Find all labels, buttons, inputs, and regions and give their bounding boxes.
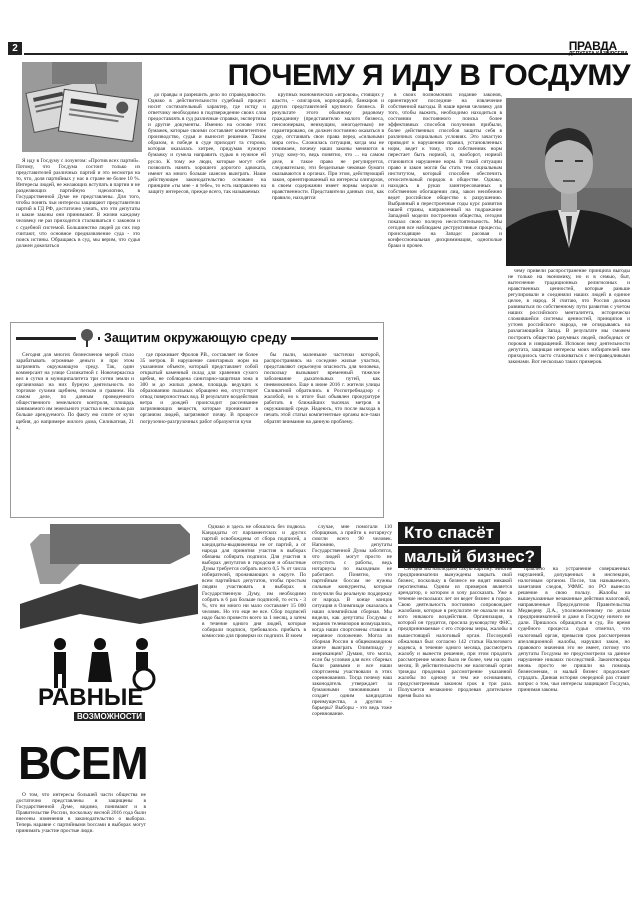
ravnye-text-3: случае, мне помогали 110 сборщиков, а прийти к нотариусу смогли всего 90 человек. Напомню, депутаты Государственной Думы заботятся, что людей могут просто не отпустить с работы, ведь нотариусы по выходным не работают. Понятно, что партийным боссам не нужны сильные конкуренты, которые получили бы реальную поддержку от народа. В конце концов ситуация в Олимпиаде оказалась в наши олимпийская сборная. Мы видели, как депутаты Госдумы с экранов телевизоров возмущались, когда наши спортсмены ставили в неравное положение. Могла ли сборная России в общекомандном зачете выиграть Олимпиаду у американцев? Думаю, что могла, если бы условия для всех сборных были равными и все наши спортсмены участвовали в этих соревнованиях. Тогда почему наш законодатель утверждает за бумажными чиновниками и создает одним кандидатам преимущества, а другим - барьеры? Выборы - это ведь тоже соревнование. — [312, 524, 392, 718]
kto-text-1: Сегодня мы наблюдаем такую картину. Многие предприниматели вынуждены закрыть свой бизнес, поскольку в бизнесе не видят никакой перспективы. Одним из примеров является арендатор, о котором я хочу рассказать. Уже в течение нескольких лет он ведет бизнес в городе. Свою деятельность постоянно сопровождает жалобами, которые в результате не оказали ни на кого никакого воздействия. Организация, в которой он трудится, просила руководству ФНС, предпринимаемые с его стороны меры, жалобы в вышестоящий налоговый орган. Последний обжаловал был согласно 142 статьи Налогового кодекса, в течение одного месяца, рассмотреть жалобу и вынести решение, при этом продлить рассмотрение можно было не более, чем на один месяц. В действительности же налоговый орган трижды продлевал рассмотрение указанной жалобы по одному и тем же основаниям, предусмотренным законом срок в три раза. Получается незаконно продлевая длительное время было на — [398, 566, 512, 699]
ravnye-col-2 — [202, 524, 306, 892]
env-text-2: где проживает Фролов РВ., составляет не более 35 метров. В нарушение санитарных норм на указанном объекте, который представляет собой открытый каменный склад для хранения сухого щебня, не соблюдена санитарно-защитная зона в 300 м до жилых домов, площадь ведущих к образованию пыльных обращено ею, отсутствует отвод поверхностных вод. В результате воздействия ветра и дождей происходит рассеивание загрязняющих веществ, которые проникают в организм людей, загрязняют почву. В процессе погрузочно-разгрузочных работ образуются кучи — [140, 352, 258, 425]
env-section-titlebar — [16, 328, 378, 348]
ravnye-text-1: О том, что интересы большей части общества не достаточно представлены и защищены в Государственной Думе, видимо, понимают и в Правительстве России, поскольку весной 2016 года были внесены изменения в законодательство о выборах. Теперь наравне с партийными boссами в выборах могут принимать участие простые люди. — [16, 792, 146, 835]
env-col-3 — [264, 352, 380, 514]
main-article-text-2: до правды и разрешить дело по справедливости. Однако в действительности судебный процесс носит состязательный характер, где истцу и ответчику необходимо в подтверждение своих слов предоставлять в суд различные справки, экспертизы и другие документы. Именно на основе этих бумажек, которые своими составляет компетентное производство, судья и выносит решение. Таким образом, в победе в суде приходит та сторона, которая оказалась хитрее, придумав нужную бумажку и сумела направить судью в нужное ей русло. К тому же люди, которые могут себе позволить нанять хорошего дорогого адвоката, имеют на много больше шансов выиграть. Наше действующее законодательство основано на принципе «ты мне - я тебе», то есть направлено на защиту интересов, прежде всего, так называемых — [148, 92, 266, 195]
brand-subtitle: ДЕПУТАТА КАЗЫРСЕВА — [568, 51, 628, 57]
main-headline: ПОЧЕМУ Я ИДУ В ГОСДУМУ — [227, 59, 630, 92]
page-number: 2 — [8, 42, 22, 55]
ravnye-col-3 — [312, 524, 392, 892]
party-cards-illustration — [22, 62, 142, 152]
env-section-title: Защитим окружающую среду — [100, 331, 291, 345]
kto-title-block — [398, 522, 634, 568]
kto-col-2 — [518, 566, 630, 892]
candidate-portrait — [506, 98, 632, 266]
kto-col-1 — [398, 566, 512, 892]
masthead-rule — [24, 53, 628, 55]
ravnye-text-2: Однако и здесь не обошлось без подвоха. Кандидаты от парламентских и других партий освобождены от сбора подписей, а кандидаты-выдвиженцы не от партий, а от народа для принятия участия в выборах обязаны собирать подписи. Для участия в выборах депутатов в городские и областные Думы требуется собрать всего 0,5 % от числа избирателей, проживающих в округе. По всем партийных депутатов, чтобы простым людям участвовать в выборах в Государственную Думу, им необходимо собрать в 6 раз больше подписей, то есть - 3 %, что ни много ни мало составляет 15 000 человек. Но это еще не все. Сбор подписей надо было провести всего за 1 месяц, а затем в течение одного дня людей, которые собирали подписи, требовалось прибыть в комиссию для проверки их подписи. В моем — [202, 524, 306, 639]
main-article-col-3 — [272, 92, 384, 318]
party-cards-image — [22, 62, 142, 152]
main-article-text-5: чему привели распространение принципа выгоды не только на экономику, но и в семью, быт, вытеснение традиционных религиозных и нравственных ценностей, которые раньше регулировали и соединяли наших людей в единое целое, в народ. Я считаю, что Россия должна развиваться по собственному пути развития с учетом наших российского менталитета, исторически сложившейся системы ценностей, принципов и устоев российского народа, не оглядываясь на разлагающийся Запад. В результате мы сможем построить общество разумных людей, свободных от пороков и извращений. Испокон веку деятельности депутата, защищая интересы моих избирателей мне приходилось часто сталкиваться с несправедливыми законами. Вот несколько таких примеров. — [508, 268, 630, 365]
kto-title-line-1: Кто спасёт — [398, 522, 500, 544]
newspaper-brand — [569, 40, 628, 57]
main-article-text-4: в своих полномочиях издание законов, ориентируют последние на извлечение собственной выгоды. В наше время человеку для того, чтобы выжить, необходимо находиться в состоянии постоянного поиска более эффективных способов получения прибыли, более действенных способов защиты себя в различных социальных условиях. Это зачастую приводит к нарушению правил, установленных норм, ведет к тому, что собственник норм перестает быть нормой, и, наоборот, нормой становится нарушение норм. В такой ситуации право и закон могли бы стать тем социальным институтом, который способен обеспечить относительный порядок в обществе. Однако, находясь в руках заинтересованных в собственном обогащении лиц, закон неизбежно ведет российское общество к разрушению. Выбранный в перестроечные годы курс развития нашей страны, направленный на подражание Западной модели построения общества, сегодня показал свою полную несостоятельность. Мы сегодня все наблюдаем деструктивные процессы, происходящие на Западе: расовая и конфессиональная дискриминация, однополые браки и прочее. — [388, 92, 502, 250]
tree-icon — [76, 328, 98, 348]
brand-name: ПРАВДА — [568, 39, 617, 53]
ravnye-label: РАВНЫЕ — [38, 684, 144, 711]
env-text-1: Сегодня для многих бизнесменов мерой стало зарабатывать огромные деньги и при этом загрязнять окружающую среду. Так, один коммерсант на улице Силикатной г. Новочеркасска вел в сутки и муниципалитета три сотни земли и организовал на них бурную деятельность по торговле сухими щебнем, песком и гравием. На самом деле, по данным проведенного общественного земельного контроля, площадь занимаемого им земельного участка в несколько раз больше арендуемого. По факту ею спите от кучи щебня, до напримере жилого дома, Силикатная, 21 а, — [16, 352, 134, 431]
vsem-word: ВСЕМ — [18, 737, 148, 789]
env-title-icon — [76, 328, 98, 348]
env-col-2 — [140, 352, 258, 514]
main-article-text-3: крупных экономических «игроков», стоящих у власти, - олигархов, корпораций, банкиров и других представителей крупного бизнеса. В результате этого обычному рядовому гражданину (представителю малого бизнеса, пенсионеркам, неимущим, многодетным) не гарантировано, он должен постоянно оказаться в суде, отстаивать свои права перед «сильными мира сего». Сложилась ситуация, когда мы не понимаем, почему наши законы меняются в угоду кому-то, ведь понятно, что ... на самом деле, и такое право не регулируется, следовательно, эти бездельные чековые бумаги оказываются в органах. При этом, действующий закон, ориентированный на интересы олигархов, в своем содержании имеет нормы морали и нравственности. Представители данных сил, как правило, находятся — [272, 92, 384, 201]
main-article-col-2 — [148, 92, 266, 318]
main-article-text-1: Я иду в Госдуму с лозунгом: «Против всех партий». Потому, что Госдума состоит только из представителей различных партий и это несмотря на то, что, доля партийных у нас в стране не более 10 %. Интересы людей, не желающих вступать в партии и не разделяющих партийную идеологию, в Государственной Думе не представлены. Для того, чтобы понять чьи интересы защищают представители партий в ГД РФ, достаточно узнать, кто эти депутаты и какие законы они принимают. В жизни каждому человеку не раз приходится сталкиваться с законом и с судебной системой. Большинство людей до сих пор считают, что основное предназначение суда - это поиск истины. Обращаясь в суд, мы верим, что судья должен докопаться — [16, 158, 140, 249]
portrait-illustration — [506, 98, 632, 266]
main-article-col-5 — [508, 268, 630, 514]
vozmozhnosti-label: ВОЗМОЖНОСТИ — [74, 712, 145, 721]
main-article-col-4 — [388, 92, 502, 514]
main-article-col-1 — [16, 158, 140, 318]
env-col-1 — [16, 352, 134, 514]
equal-opportunities-logo — [20, 524, 198, 724]
kto-text-2: правлено на устранение совершенных нарушений, допущенных в инспекции, налоговым органом. После, так называемого, заметания следов, УФМС по РО вынесло решение в свою пользу. Жалобы на вышеуказанные незаконные действия налоговой, направленные Председателю Правительства Медведеву Д.А., уполномоченному по делам предпринимателей и даже в Госдуму ничего не дали. Пришлось обращаться в суд. Во время судебного процесса судья отметил, что налоговый орган, превысив срок рассмотрения апелляционной жалобы, нарушил закон, но правового значения это не имеет, потому что депутаты Госдумы не предусмотрели за данное нарушение никаких последствий. Законотворцы вновь просто не пришли на помощь бизнесменам, и малый бизнес продолжает страдать. Данная история очередной раз ставит вопрос о том, чьи интересы защищают Госдума, принимая законы. — [518, 566, 630, 693]
person-icons — [54, 638, 154, 689]
ravnye-col-1 — [16, 792, 146, 892]
env-text-3: бы пыли, маленькие частички которой, распространяясь на соседние жилые участки, представляют серьезную опасность для человека, поскольку вызывают временный тяжелое заболевание дыхательных путей, как пневмокониоз. Еще в июне 2016 г. жители улицы Силикатной обратились в Роспотребнадзор с жалобой, но к итоге был объявлен прокуратуре работать в ближайших тысячах метров в окружающей среде. Надеюсь, что после выхода в печать этой статьи компетентные органы все-таки обратят внимание на данную проблему. — [264, 352, 380, 425]
kto-title-line-2: малый бизнес? — [398, 546, 541, 568]
